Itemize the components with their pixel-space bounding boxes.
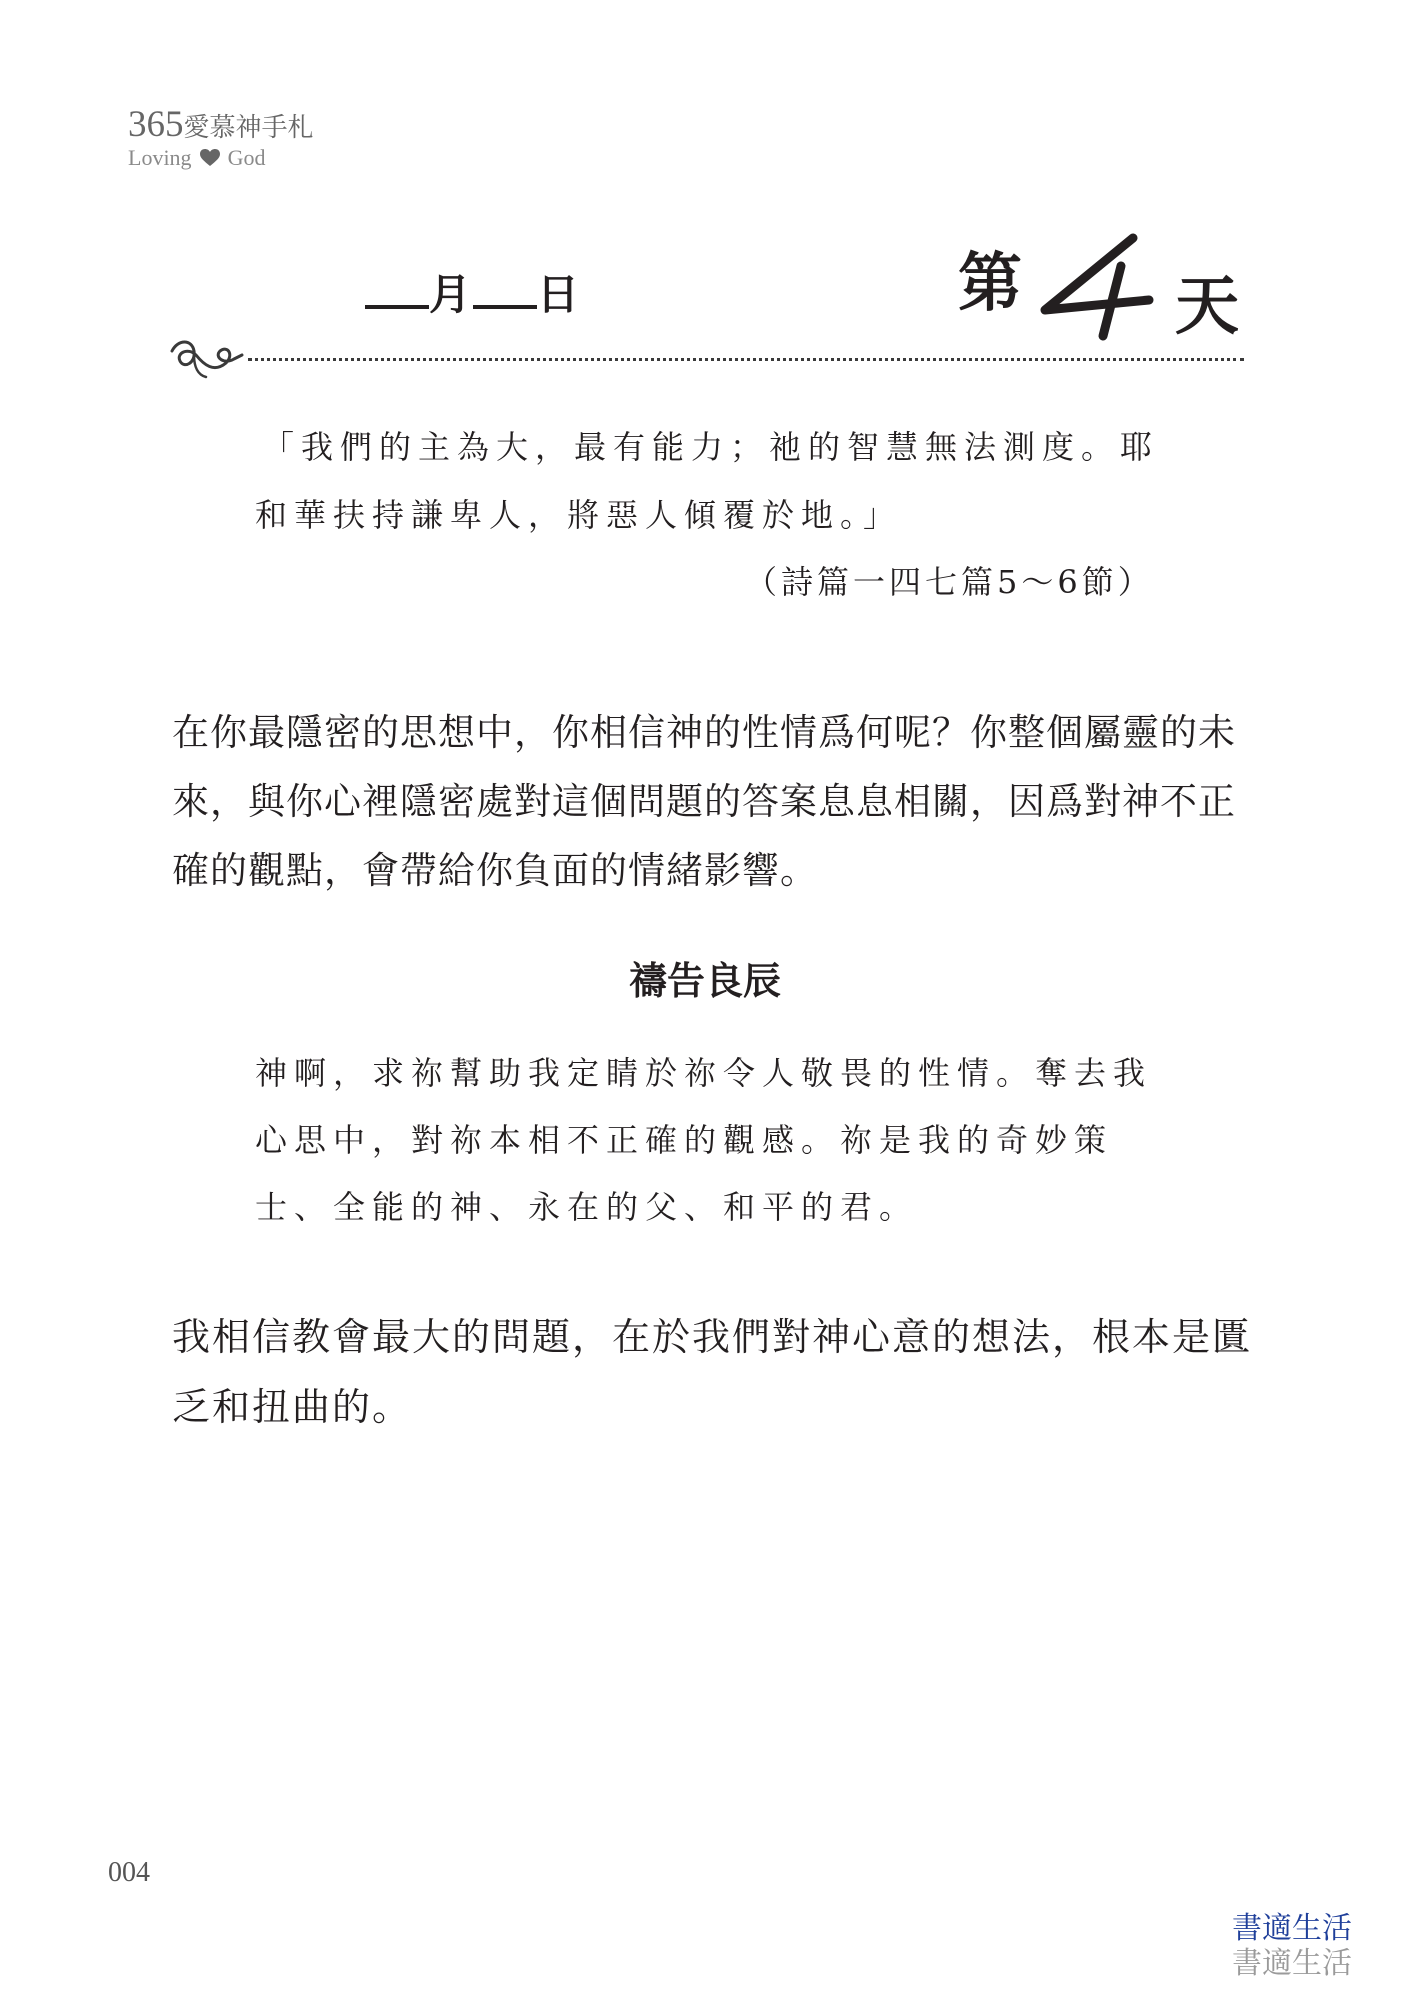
body-paragraph-line-3: 確的觀點，會帶給你負面的情緒影響。 bbox=[172, 849, 818, 892]
day-blank[interactable] bbox=[473, 271, 537, 309]
scripture-line-1: 「我們的主為大，最有能力；祂的智慧無法測度。耶 bbox=[262, 428, 1160, 466]
flourish-ornament-icon bbox=[168, 333, 244, 379]
day-number: 4 bbox=[1097, 292, 1098, 293]
prayer-line-1: 神啊，求祢幫助我定睛於祢令人敬畏的性情。奪去我 bbox=[255, 1054, 1153, 1092]
subtitle-god: God bbox=[227, 145, 266, 170]
prayer-line-2: 心思中，對祢本相不正確的觀感。祢是我的奇妙策 bbox=[255, 1121, 1114, 1159]
prayer-line-3: 士、全能的神、永在的父、和平的君。 bbox=[255, 1188, 919, 1226]
day-heading-suffix: 天 bbox=[1175, 269, 1239, 344]
page-number: 004 bbox=[108, 1857, 150, 1888]
running-header-subtitle bbox=[128, 145, 265, 171]
closing-line-1: 我相信教會最大的問題，在於我們對神心意的想法，根本是匱 bbox=[172, 1315, 1253, 1359]
prayer-title: 禱告良辰 bbox=[628, 959, 781, 1003]
month-label: 月 bbox=[429, 270, 474, 319]
date-line bbox=[365, 262, 581, 322]
closing-quote bbox=[172, 1302, 1262, 1442]
running-header-title bbox=[128, 103, 314, 146]
watermark-secondary: 書適生活 bbox=[1232, 1946, 1352, 1981]
watermark-primary: 書適生活 bbox=[1232, 1911, 1352, 1946]
scripture-line-2: 和華扶持謙卑人，將惡人傾覆於地。」 bbox=[255, 496, 903, 534]
body-paragraph-line-2: 來，與你心裡隱密處對這個問題的答案息息相關，因爲對神不正 bbox=[172, 780, 1236, 823]
day-number-graphic bbox=[1037, 232, 1157, 342]
month-blank[interactable] bbox=[365, 271, 429, 309]
dotted-divider bbox=[248, 358, 1244, 361]
closing-line-2: 乏和扭曲的。 bbox=[172, 1385, 413, 1429]
day-heading-prefix: 第 bbox=[958, 246, 1022, 321]
book-title: 愛慕神手札 bbox=[183, 113, 314, 143]
subtitle-loving: Loving bbox=[128, 145, 192, 170]
body-paragraph-line-1: 在你最隱密的思想中，你相信神的性情爲何呢？你整個屬靈的未 bbox=[172, 711, 1236, 754]
day-label: 日 bbox=[537, 270, 582, 319]
scripture-reference: （詩篇一四七篇5～6節） bbox=[745, 563, 1154, 601]
heart-icon bbox=[200, 149, 220, 167]
book-number: 365 bbox=[128, 104, 184, 145]
